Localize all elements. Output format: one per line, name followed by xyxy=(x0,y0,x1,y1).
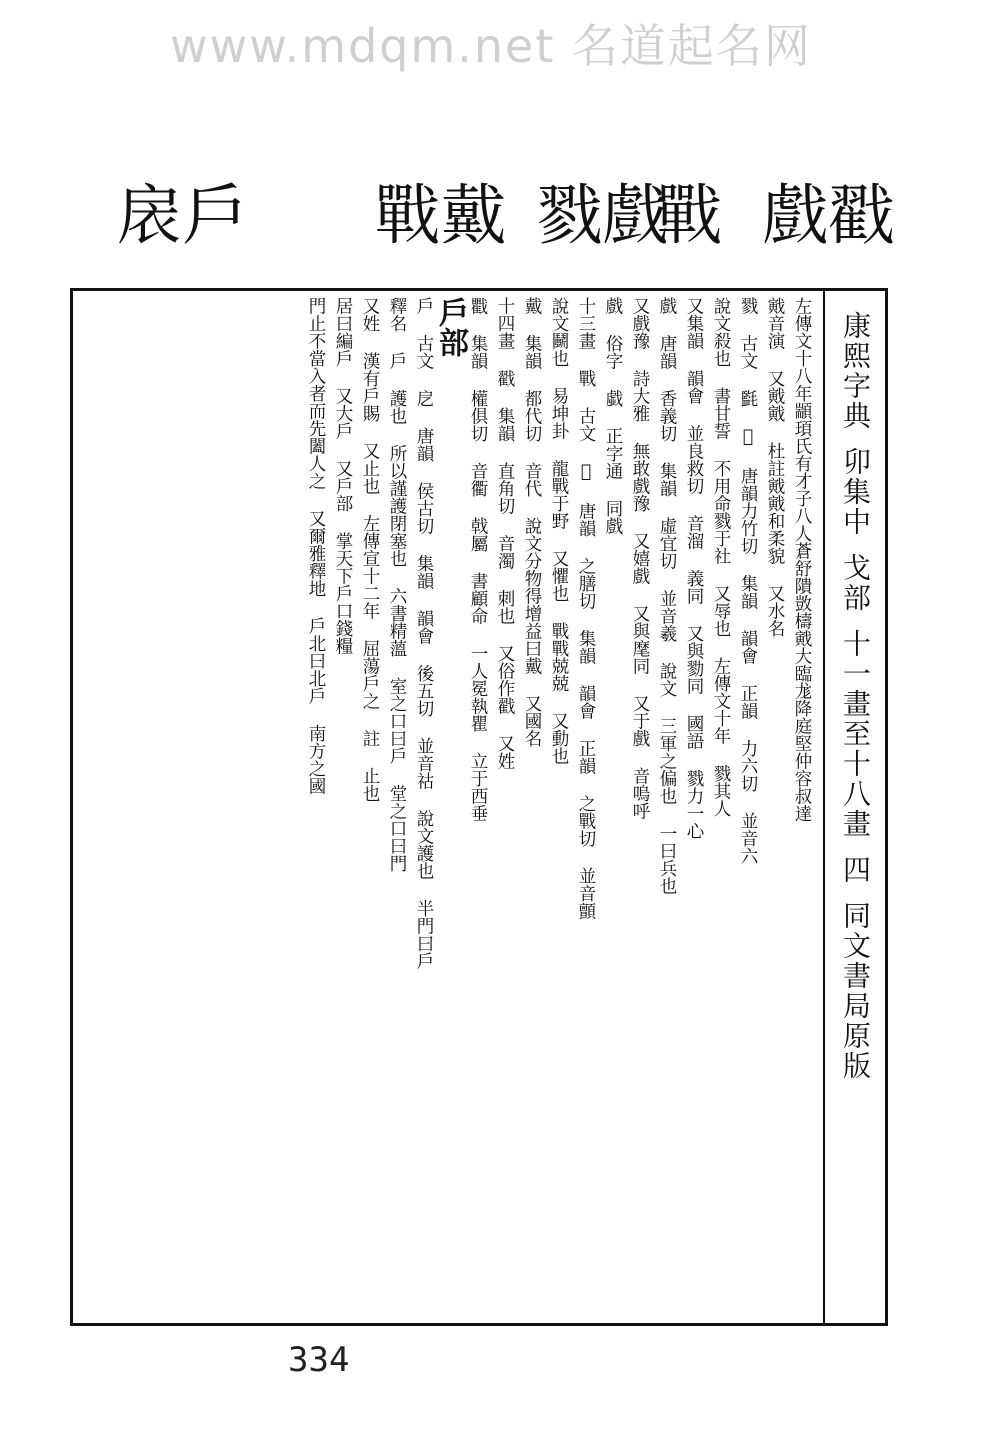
seal-column-1: 戶扆 xyxy=(105,180,248,252)
site-watermark: www.mdqm.net 名道起名网 xyxy=(170,19,813,73)
text-column: 十三畫 戰 古文 𢧐 唐韻 之膳切 集韻 韻會 正韻 之戰切 並音顫 xyxy=(576,297,596,920)
volume-label: 卯集中 xyxy=(839,447,872,537)
text-column: 戵 集韻 權俱切 音衢 戟屬 書顧命 一人冕執瞿 立于西垂 xyxy=(468,297,488,822)
text-column: 又姓 漢有戶賜 又止也 左傳宣十二年 屈蕩戶之 註 止也 xyxy=(360,297,380,802)
section-heading: 戶部 xyxy=(433,297,468,357)
text-column: 戲 唐韻 香義切 集韻 虛宜切 並音羲 說文 三軍之偏也 一曰兵也 xyxy=(657,297,677,895)
text-column: 又集韻 韻會 並良救切 音溜 義同 又與勠同 國語 戮力一心 xyxy=(684,297,704,840)
page-label: 四 xyxy=(839,855,872,885)
publisher-label: 同文書局原版 xyxy=(839,901,872,1081)
text-column: 門止不當入者而先闔人之 又爾雅釋地 戶北曰北戶 南方之國 xyxy=(306,297,326,795)
text-column: 釋名 戶 護也 所以謹護閉塞也 六書精薀 室之口曰戶 堂之口曰門 xyxy=(387,297,407,872)
seal-column-3: 戲戮 xyxy=(525,180,668,252)
text-column: 戲 俗字 戱 正字通 同戲 xyxy=(603,297,623,535)
dictionary-title: 康熙字典 xyxy=(839,311,872,431)
text-column: 又戲豫 詩大雅 無敢戲豫 又嬉戲 又與麾同 又于戲 音嗚呼 xyxy=(630,297,650,820)
text-column: 戭音演 又戭戭 杜註戭戭和柔貌 又水名 xyxy=(765,297,785,637)
text-column: 居曰編戶 又大戶 又戶部 掌天下戶口錢糧 xyxy=(333,297,353,655)
text-column: 說文鬭也 易坤卦 龍戰于野 又懼也 戰戰兢兢 又動也 xyxy=(549,297,569,765)
page-frame xyxy=(70,288,888,1326)
dictionary-text xyxy=(79,297,815,1317)
text-column: 戶 古文 戹 唐韻 侯古切 集韻 韻會 後五切 並音祜 說文護也 半門曰戶 xyxy=(414,297,434,970)
seal-column-2: 戴戰 xyxy=(363,180,506,252)
strokes-label: 十一畫至十八畫 xyxy=(839,629,872,839)
seal-column-4: 戰 xyxy=(645,180,722,252)
page-number: 334 xyxy=(288,1340,350,1380)
text-column: 戮 古文 㲯 𧟛 唐韻力竹切 集韻 韻會 正韻 力六切 並音六 xyxy=(738,297,758,865)
text-column: 說文殺也 書甘誓 不用命戮于社 又辱也 左傳文十年 戮其人 xyxy=(711,297,731,817)
text-column: 戴 集韻 都代切 音代 說文分物得增益曰戴 又國名 xyxy=(522,297,542,747)
seal-column-5: 戳戲 xyxy=(751,180,894,252)
page-header xyxy=(823,291,885,1323)
text-column: 左傳文十八年顓頊氏有才子八人蒼舒隤敳檮戭大臨尨降庭堅仲容叔達 xyxy=(792,297,812,822)
radical-label: 戈部 xyxy=(839,553,872,613)
text-column: 十四畫 戳 集韻 直角切 音濁 刺也 又俗作戳 又姓 xyxy=(495,297,515,770)
